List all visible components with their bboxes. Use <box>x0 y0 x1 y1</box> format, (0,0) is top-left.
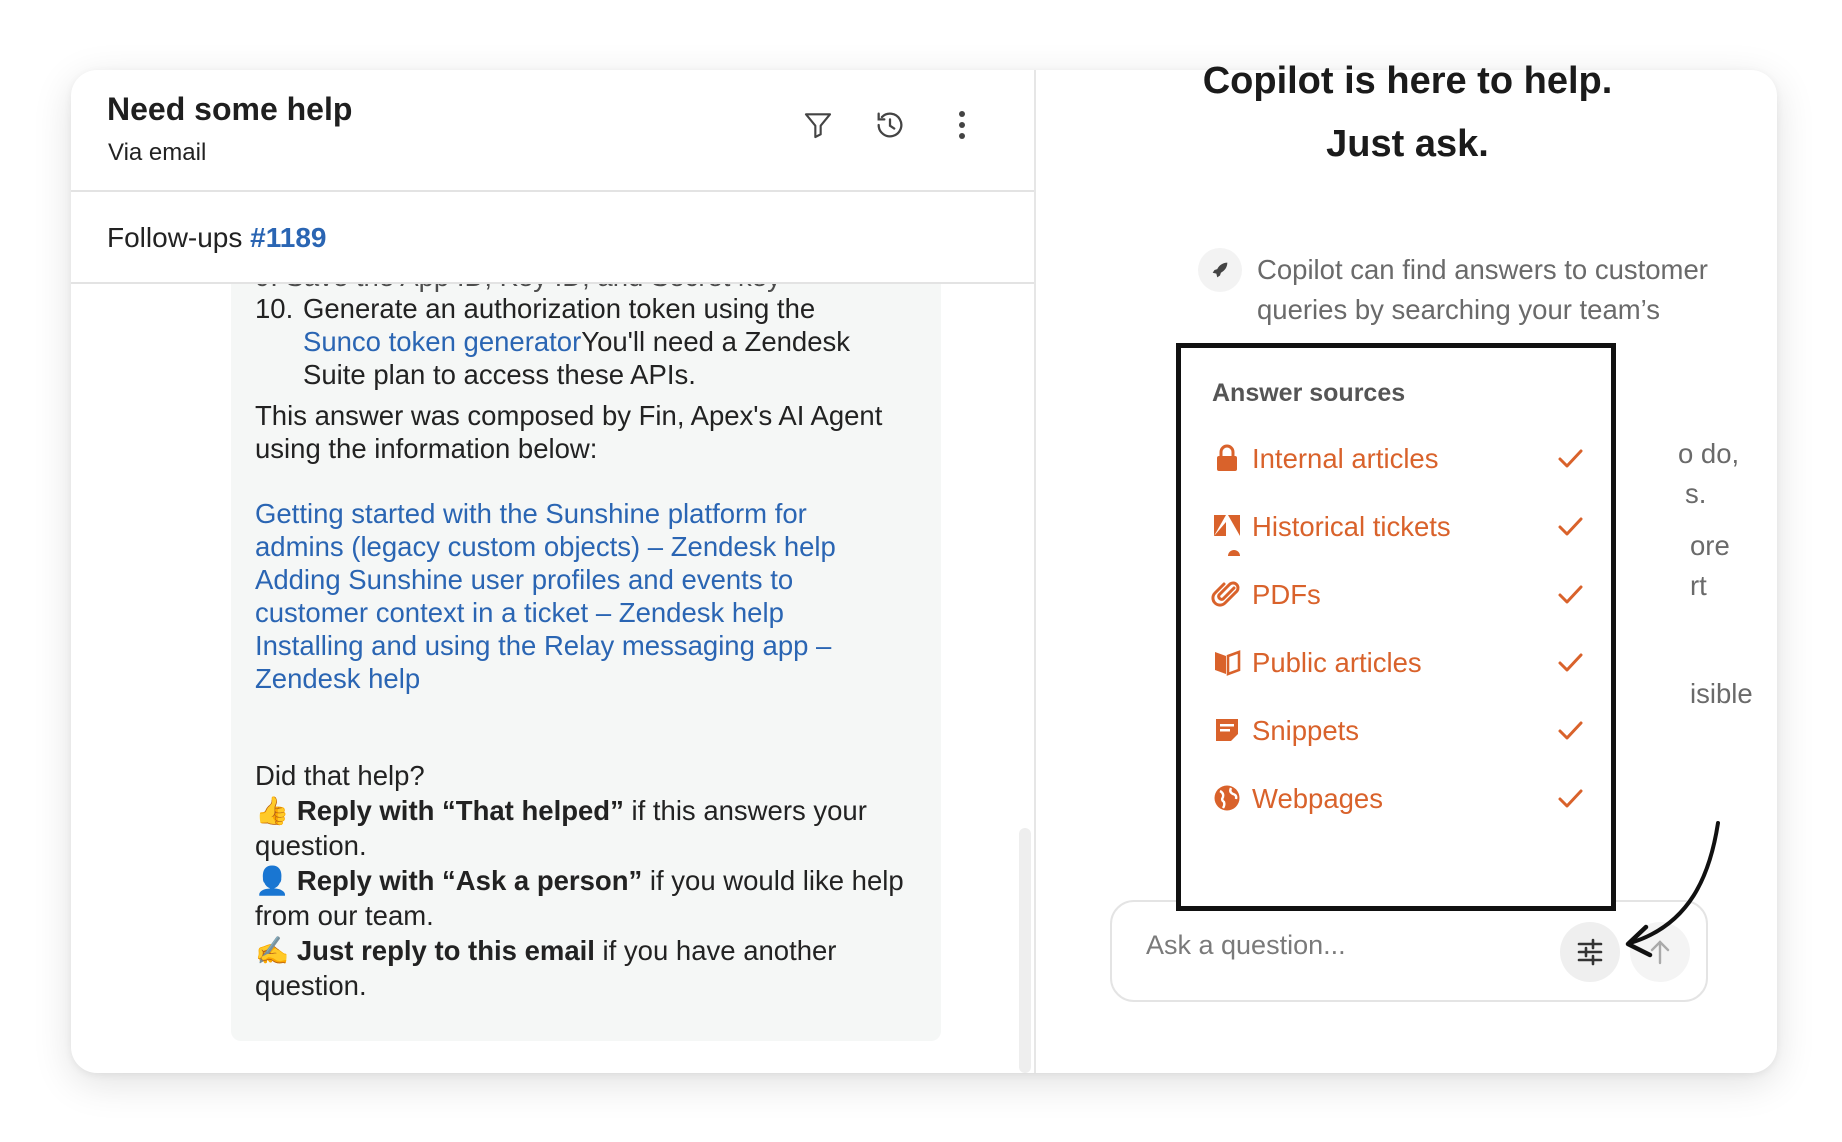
feature-text-fragment: isible <box>1690 678 1753 709</box>
conversation-title: Need some help <box>107 91 353 127</box>
composed-by-line-2: using the information below: <box>255 433 598 464</box>
option-reply-email: ✍️ Just reply to this email if you have another <box>255 935 837 966</box>
check-icon <box>1555 444 1585 474</box>
paperclip-icon <box>1211 578 1243 610</box>
app-window <box>71 60 1777 1073</box>
followups-label: Follow-ups #1189 <box>107 222 327 253</box>
did-that-help: Did that help? <box>255 760 425 791</box>
lock-icon <box>1211 442 1243 474</box>
globe-icon <box>1211 782 1243 814</box>
filter-icon[interactable] <box>798 105 838 145</box>
composed-by-line: This answer was composed by Fin, Apex's AI Agent <box>255 400 883 431</box>
source-link[interactable]: Zendesk help <box>255 663 421 694</box>
source-internal-articles[interactable] <box>1181 428 1611 488</box>
option-reply-email-2: question. <box>255 970 367 1001</box>
source-snippets[interactable] <box>1181 700 1611 760</box>
source-link[interactable]: admins (legacy custom objects) – Zendesk help <box>255 531 836 562</box>
source-label: Public articles <box>1252 647 1422 678</box>
source-label: Snippets <box>1252 715 1360 746</box>
scrollbar[interactable] <box>1019 828 1031 1073</box>
source-link[interactable]: Installing and using the Relay messaging app – <box>255 630 832 661</box>
message-bubble <box>231 266 941 1041</box>
check-icon <box>1555 716 1585 746</box>
option-that-helped: 👍 Reply with “That helped” if this answers your <box>255 795 867 826</box>
feature-search-text-2: queries by searching your team’s <box>1257 294 1661 325</box>
book-icon <box>1211 646 1243 678</box>
source-link[interactable]: Adding Sunshine user profiles and events to <box>255 564 794 595</box>
copilot-title-2: Just ask. <box>1326 123 1489 165</box>
writing-hand-icon: ✍️ <box>255 935 290 966</box>
source-public-articles[interactable] <box>1181 632 1611 692</box>
feature-text-fragment: rt <box>1690 570 1707 601</box>
source-historical-tickets[interactable] <box>1181 496 1611 556</box>
annotation-arrow-icon <box>1610 815 1730 975</box>
answer-sources-title: Answer sources <box>1212 379 1406 407</box>
answer-sources-popup <box>1176 343 1616 911</box>
option-that-helped-2: question. <box>255 830 367 861</box>
feature-text-fragment: ore <box>1690 530 1730 561</box>
check-icon <box>1555 648 1585 678</box>
source-label: Internal articles <box>1252 443 1439 474</box>
more-options-icon[interactable] <box>942 105 982 145</box>
message-thread <box>71 286 1034 1073</box>
person-icon: 👤 <box>255 865 290 896</box>
followups-number[interactable]: #1189 <box>250 222 327 253</box>
sunco-token-link[interactable]: Sunco token generator <box>303 326 582 357</box>
source-pdfs[interactable] <box>1181 564 1611 624</box>
source-link[interactable]: customer context in a ticket – Zendesk help <box>255 597 784 628</box>
conversation-header <box>71 70 1034 192</box>
conversation-channel: Via email <box>108 139 207 166</box>
check-icon <box>1555 580 1585 610</box>
option-ask-person: 👤 Reply with “Ask a person” if you would like help <box>255 865 904 896</box>
check-icon <box>1555 784 1585 814</box>
snippet-icon <box>1211 714 1243 746</box>
source-label: PDFs <box>1252 579 1321 610</box>
feature-search-text: Copilot can find answers to customer <box>1257 254 1708 285</box>
feature-text-fragment: o do, <box>1678 438 1740 469</box>
step-10-number: 10. <box>255 293 294 324</box>
feature-text-fragment: s. <box>1685 478 1707 509</box>
copilot-title: Copilot is here to help. <box>1202 60 1613 102</box>
check-icon <box>1555 512 1585 542</box>
source-label: Historical tickets <box>1252 511 1451 542</box>
rocket-icon <box>1198 248 1242 292</box>
option-ask-person-2: from our team. <box>255 900 434 931</box>
source-link[interactable]: Getting started with the Sunshine platform for <box>255 498 807 529</box>
step-10-line-2: Sunco token generatorYou'll need a Zendesk <box>303 326 850 357</box>
followups-bar <box>71 194 1034 284</box>
source-label: Webpages <box>1252 783 1383 814</box>
ask-input[interactable] <box>1146 930 1526 961</box>
source-webpages[interactable] <box>1181 768 1611 828</box>
step-10-line-3: Suite plan to access these APIs. <box>303 359 696 390</box>
history-icon[interactable] <box>870 105 910 145</box>
zendesk-icon <box>1211 510 1243 542</box>
conversation-panel <box>71 70 1036 1073</box>
thumbs-up-icon: 👍 <box>255 795 290 826</box>
step-10-line: Generate an authorization token using the <box>303 293 816 324</box>
